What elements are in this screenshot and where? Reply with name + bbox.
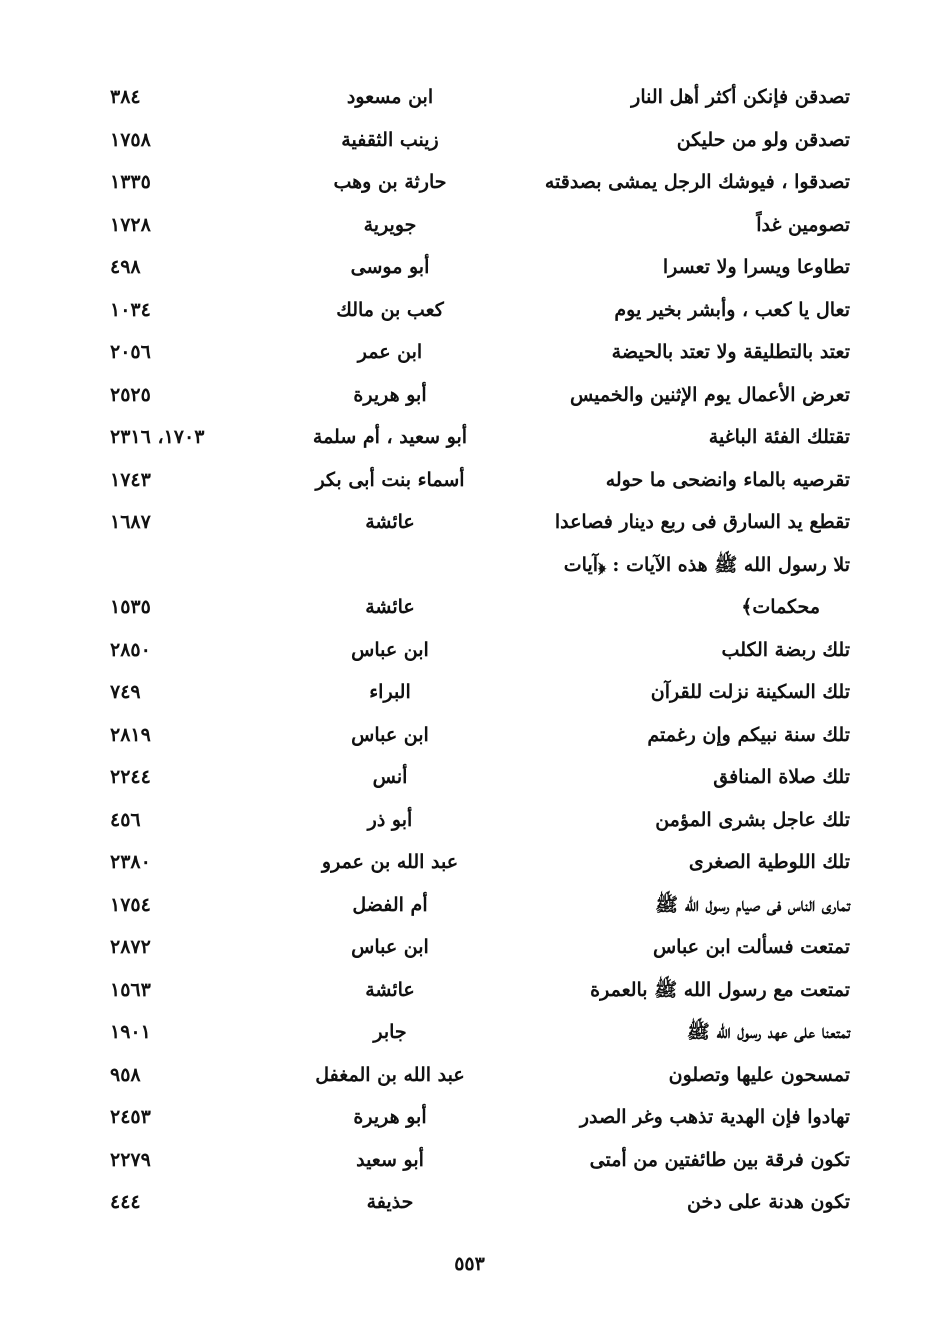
index-entry xyxy=(110,331,850,374)
hadith-text: تهادوا فإن الهدية تذهب وغر الصدر xyxy=(579,1106,850,1128)
index-entry xyxy=(110,544,850,629)
hadith-text: تقرصيه بالماء وانضحى ما حوله xyxy=(605,468,850,491)
hadith-number: ١٧٠٣، ٢٣١٦ xyxy=(110,426,205,448)
narrator-name: حذيفة xyxy=(366,1191,414,1213)
index-entry xyxy=(110,969,850,1012)
narrator-name: أبو سعيد ، أم سلمة xyxy=(312,426,468,448)
narrator-name: البراء xyxy=(369,681,411,703)
narrator-name: حارثة بن وهب xyxy=(333,171,447,193)
hadith-number: ١٧٤٣ xyxy=(110,468,151,491)
hadith-text: تمارى الناس فى صيام رسول الله ﷺ xyxy=(655,893,850,916)
hadith-text xyxy=(520,544,850,629)
narrator-name: ابن عباس xyxy=(351,638,429,661)
hadith-number: ٢٠٥٦ xyxy=(110,341,151,363)
narrator-name: ابن مسعود xyxy=(346,86,434,108)
hadith-number: ٤٥٦ xyxy=(110,808,141,831)
index-entry xyxy=(110,841,850,884)
index-entry xyxy=(110,884,850,927)
hadith-text: تلك ربضة الكلب xyxy=(721,638,850,661)
narrator-name: ابن عباس xyxy=(351,723,429,746)
hadith-number: ٢٢٧٩ xyxy=(110,1148,151,1171)
narrator-name: ابن عمر xyxy=(357,341,423,363)
index-entry xyxy=(110,629,850,672)
narrator-name: عبد الله بن عمرو xyxy=(321,851,459,873)
narrator-name: أبو هريرة xyxy=(353,1106,427,1128)
hadith-text: تقطع يد السارق فى ربع دينار فصاعدا xyxy=(554,511,850,533)
hadith-number: ١٥٣٥ xyxy=(110,596,151,618)
page-number: ٥٥٣ xyxy=(454,1253,485,1275)
index-entry xyxy=(110,756,850,799)
narrator-name: عبد الله بن المغفل xyxy=(315,1063,465,1086)
narrator-name: زينب الثقفية xyxy=(341,128,439,151)
hadith-text: تعتد بالتطليقة ولا تعتد بالحيضة xyxy=(611,341,850,363)
hadith-number: ١٥٦٣ xyxy=(110,978,151,1001)
narrator-name: عائشة xyxy=(365,511,415,533)
index-entry xyxy=(110,671,850,714)
narrator-name: أبو سعيد xyxy=(356,1148,424,1171)
hadith-text: تمتعنا على عهد رسول الله ﷺ xyxy=(686,1021,850,1043)
narrator-name: جويرية xyxy=(363,213,417,236)
hadith-number: ١٦٨٧ xyxy=(110,511,151,533)
hadith-text: تلك عاجل بشرى المؤمن xyxy=(655,808,850,831)
hadith-text: تمسحون عليها وتصلون xyxy=(668,1063,850,1086)
index-entry xyxy=(110,416,850,459)
hadith-number: ٤٤٤ xyxy=(110,1191,141,1213)
index-entry xyxy=(110,119,850,162)
narrator-name: أنس xyxy=(372,766,408,788)
index-entry xyxy=(110,714,850,757)
hadith-text-line: تلا رسول الله ﷺ هذه الآيات : ﴿آيات xyxy=(563,553,850,576)
hadith-number: ٢٨١٩ xyxy=(110,723,151,746)
index-entry xyxy=(110,204,850,247)
hadith-text: تطاوعا ويسرا ولا تعسرا xyxy=(662,256,850,278)
index-entry xyxy=(110,1054,850,1097)
hadith-number: ١٧٥٤ xyxy=(110,893,151,916)
narrator-name: عائشة xyxy=(365,596,415,618)
hadith-number: ٢٢٤٤ xyxy=(110,766,151,788)
index-entry xyxy=(110,1181,850,1224)
hadith-text: تصومين غداً xyxy=(756,213,850,236)
narrator-name: أبو ذر xyxy=(367,808,413,831)
hadith-number: ١٧٥٨ xyxy=(110,128,151,151)
narrator-name: أم الفضل xyxy=(352,893,428,916)
hadith-number: ١٠٣٤ xyxy=(110,298,151,321)
index-entry xyxy=(110,459,850,502)
hadith-number: ٢٤٥٣ xyxy=(110,1106,151,1128)
hadith-text-line: محكمات﴾ xyxy=(741,596,820,618)
hadith-text: تمتعت مع رسول الله ﷺ بالعمرة xyxy=(590,978,850,1001)
hadith-number: ٩٥٨ xyxy=(110,1063,141,1086)
hadith-number: ٣٨٤ xyxy=(110,86,141,108)
hadith-number: ٢٨٥٠ xyxy=(110,638,151,661)
hadith-text: تلك سنة نبيكم وإن رغمتم xyxy=(647,723,850,746)
index-entry xyxy=(110,289,850,332)
narrator-name: أبو هريرة xyxy=(353,383,427,406)
narrator-name: أبو موسى xyxy=(350,256,430,278)
hadith-number: ٢٣٨٠ xyxy=(110,851,151,873)
hadith-number: ٧٤٩ xyxy=(110,681,141,703)
hadith-text: تلك السكينة نزلت للقرآن xyxy=(650,681,850,703)
hadith-text: تكون فرقة بين طائفتين من أمتى xyxy=(589,1148,850,1171)
hadith-number: ١٧٢٨ xyxy=(110,213,151,236)
index-entry xyxy=(110,246,850,289)
index-entry xyxy=(110,76,850,119)
hadith-text: تلك اللوطية الصغرى xyxy=(688,851,850,873)
hadith-number: ٢٨٧٢ xyxy=(110,936,151,958)
hadith-text: تمتعت فسألت ابن عباس xyxy=(652,936,850,958)
narrator-name: أسماء بنت أبى بكر xyxy=(315,468,465,491)
index-entry xyxy=(110,1011,850,1054)
hadith-text: تصدقن فإنكن أكثر أهل النار xyxy=(631,86,850,108)
narrator-name: كعب بن مالك xyxy=(336,298,444,321)
index-entry xyxy=(110,1096,850,1139)
narrator-name: ابن عباس xyxy=(351,936,429,958)
hadith-number: ١٣٣٥ xyxy=(110,171,151,193)
narrator-name: عائشة xyxy=(365,978,415,1001)
narrator-name: جابر xyxy=(373,1021,407,1043)
hadith-text: تكون هدنة على دخن xyxy=(687,1191,850,1213)
index-entry xyxy=(110,799,850,842)
hadith-text: تعرض الأعمال يوم الإثنين والخميس xyxy=(569,383,850,406)
hadith-number: ٢٥٢٥ xyxy=(110,383,151,406)
hadith-number: ٤٩٨ xyxy=(110,256,141,278)
hadith-text: تصدقن ولو من حليكن xyxy=(676,128,850,151)
index-entry xyxy=(110,374,850,417)
hadith-index-list xyxy=(110,76,850,1224)
hadith-text: تقتلك الفئة الباغية xyxy=(708,426,850,448)
hadith-text: تلك صلاة المنافق xyxy=(713,766,850,788)
index-entry xyxy=(110,161,850,204)
index-entry xyxy=(110,1139,850,1182)
hadith-number: ١٩٠١ xyxy=(110,1021,151,1043)
hadith-text: تعال يا كعب ، وأبشر بخير يوم xyxy=(614,298,850,321)
index-entry xyxy=(110,501,850,544)
index-entry xyxy=(110,926,850,969)
hadith-text: تصدقوا ، فيوشك الرجل يمشى بصدقته xyxy=(544,171,850,193)
